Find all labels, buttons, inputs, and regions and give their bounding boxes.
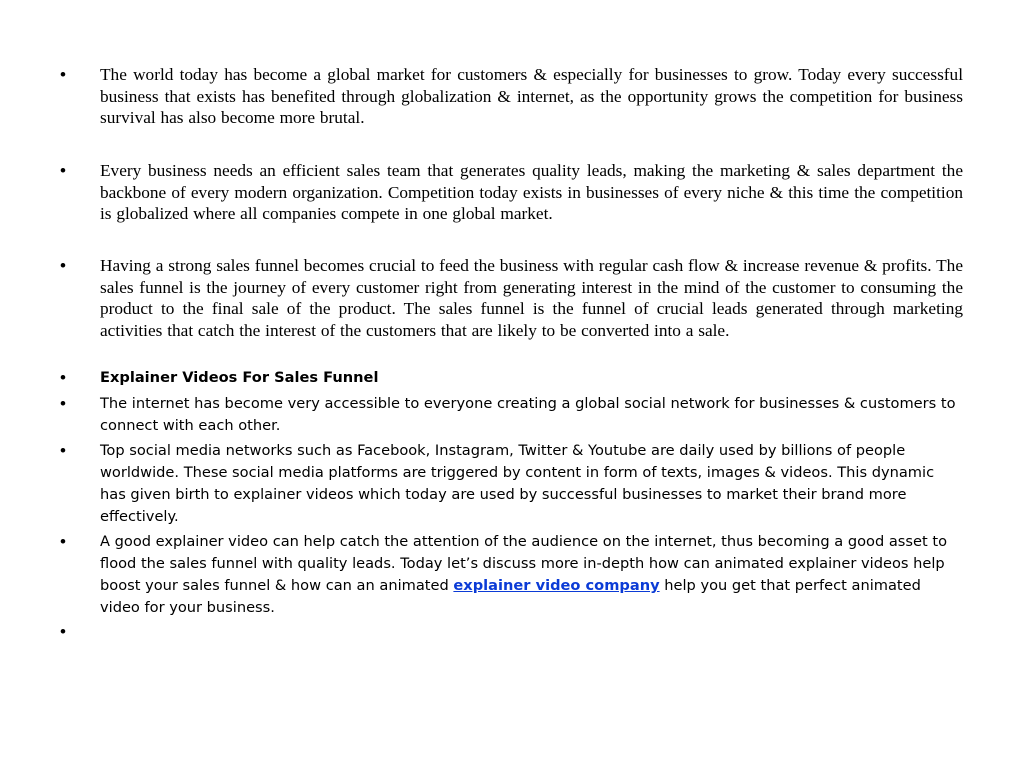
bullet-marker: • bbox=[60, 394, 66, 413]
paragraph-text-before-link: A good explainer video can help catch the attention of the audience on the internet, thus becoming a good asset to flood the sales funnel with quality leads. Today let’s discuss more in-depth how can animated explainer videos help boost your sales funnel & how can an animated bbox=[100, 533, 948, 594]
bullet-marker: • bbox=[60, 161, 66, 180]
bullet-marker: • bbox=[60, 368, 66, 387]
bullet-marker: • bbox=[60, 532, 66, 551]
paragraph-social-media: Top social media networks such as Facebook, Instagram, Twitter & Youtube are daily used by billions of people worldwide. These social media platforms are triggered by content in form of texts, images & videos. This dynamic has given birth to explainer videos which today are used by successful businesses to market their brand more effectively. bbox=[100, 442, 935, 525]
paragraph-explainer-video bbox=[100, 531, 960, 619]
bullet-marker: • bbox=[60, 622, 66, 641]
paragraph-text-after-link: help you get that perfect animated video for your business. bbox=[100, 577, 921, 616]
bullet-marker: • bbox=[60, 65, 66, 84]
paragraph-sales-team: Every business needs an efficient sales team that generates quality leads, making the marketing & sales department the backbone of every modern organization. Competition today exists in businesses of every niche & this time the competition is globalized where all companies compete in one global market. bbox=[100, 161, 963, 224]
paragraph-sales-funnel: Having a strong sales funnel becomes crucial to feed the business with regular cash flow & increase revenue & profits. The sales funnel is the journey of every customer right from generating interest in the mind of the customer to consuming the product to the final sale of the product. The sales funnel is the funnel of crucial leads generated through marketing activities that catch the interest of the customers that are likely to be converted into a sale. bbox=[100, 256, 963, 341]
paragraph-internet-access: The internet has become very accessible to everyone creating a global social network for businesses & customers to connect with each other. bbox=[100, 395, 956, 434]
section-heading-explainer-videos: Explainer Videos For Sales Funnel bbox=[100, 369, 379, 386]
explainer-video-company-link[interactable]: explainer video company bbox=[453, 577, 660, 594]
bullet-marker: • bbox=[60, 441, 66, 460]
paragraph-global-market: The world today has become a global market for customers & especially for businesses to grow. Today every successful business that exists has benefited through globalization & internet, as the opportunity grows the competition for business survival has also become more brutal. bbox=[100, 65, 963, 128]
bullet-marker: • bbox=[60, 256, 66, 275]
